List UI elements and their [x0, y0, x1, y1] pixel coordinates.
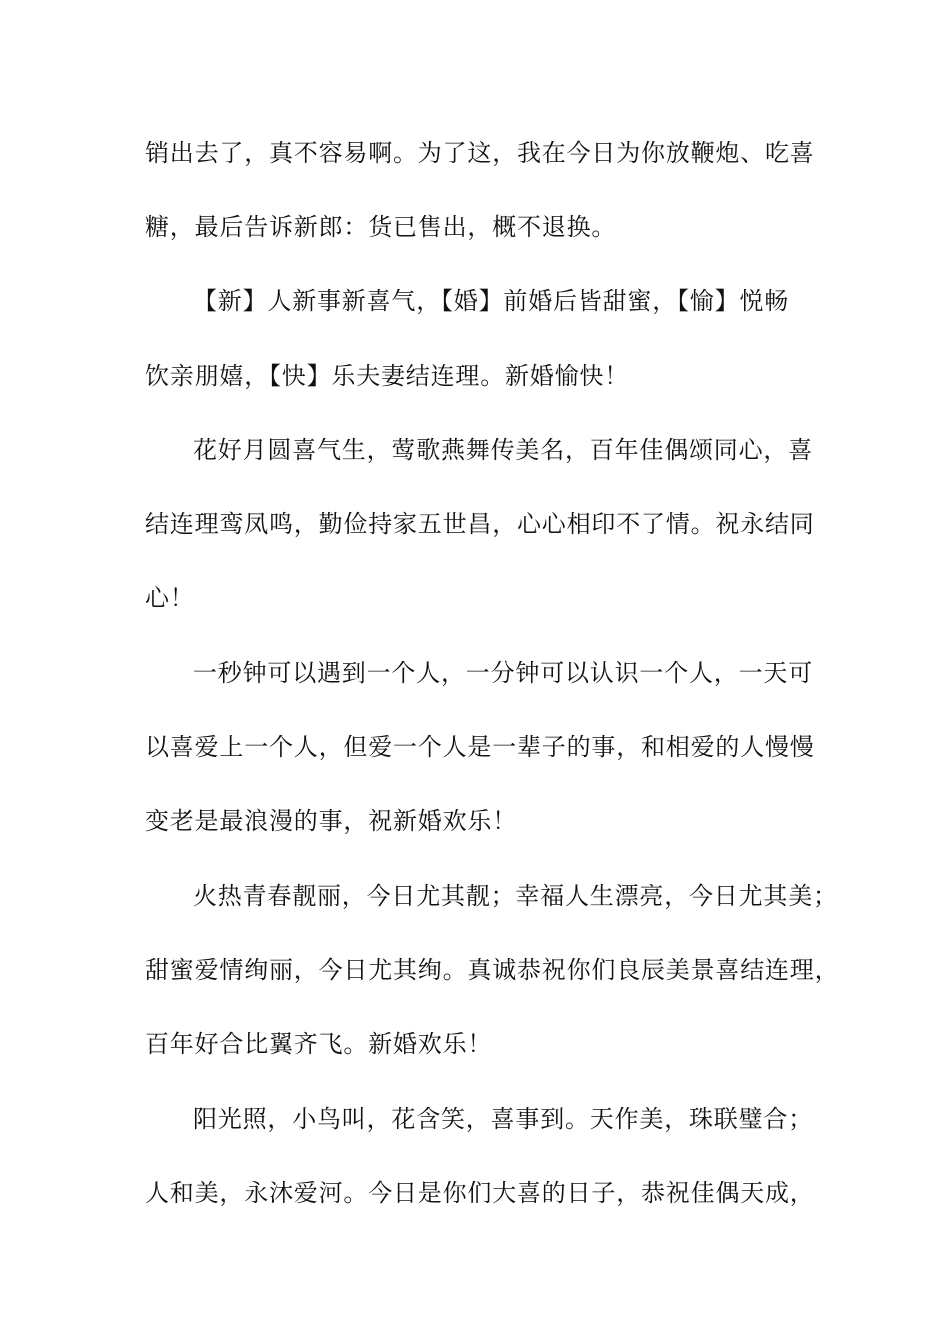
paragraph-first-line: 火热青春靓丽，今日尤其靓；幸福人生漂亮，今日尤其美；	[193, 882, 838, 910]
text-line: 心！	[145, 584, 195, 612]
paragraph-first-line: 一秒钟可以遇到一个人，一分钟可以认识一个人，一天可	[193, 659, 813, 687]
text-line: 结连理鸾凤鸣，勤俭持家五世昌，心心相印不了情。祝永结同	[145, 510, 815, 538]
paragraph-first-line: 花好月圆喜气生，莺歌燕舞传美名，百年佳偶颂同心，喜	[193, 436, 813, 464]
text-line: 变老是最浪漫的事，祝新婚欢乐！	[145, 807, 517, 835]
text-line: 人和美，永沐爱河。今日是你们大喜的日子，恭祝佳偶天成，	[145, 1179, 815, 1207]
paragraph-first-line: 阳光照，小鸟叫，花含笑，喜事到。天作美，珠联璧合；	[193, 1105, 813, 1133]
text-line: 饮亲朋嬉，【快】乐夫妻结连理。新婚愉快！	[145, 362, 629, 390]
text-line: 甜蜜爱情绚丽，今日尤其绚。真诚恭祝你们良辰美景喜结连理，	[145, 956, 840, 984]
text-line: 销出去了，真不容易啊。为了这，我在今日为你放鞭炮、吃喜	[145, 139, 815, 167]
text-line: 糖，最后告诉新郎：货已售出，概不退换。	[145, 213, 617, 241]
text-line: 以喜爱上一个人，但爱一个人是一辈子的事，和相爱的人慢慢	[145, 733, 815, 761]
text-line: 百年好合比翼齐飞。新婚欢乐！	[145, 1030, 493, 1058]
paragraph-first-line: 【新】人新事新喜气，【婚】前婚后皆甜蜜，【愉】悦畅	[193, 287, 789, 315]
